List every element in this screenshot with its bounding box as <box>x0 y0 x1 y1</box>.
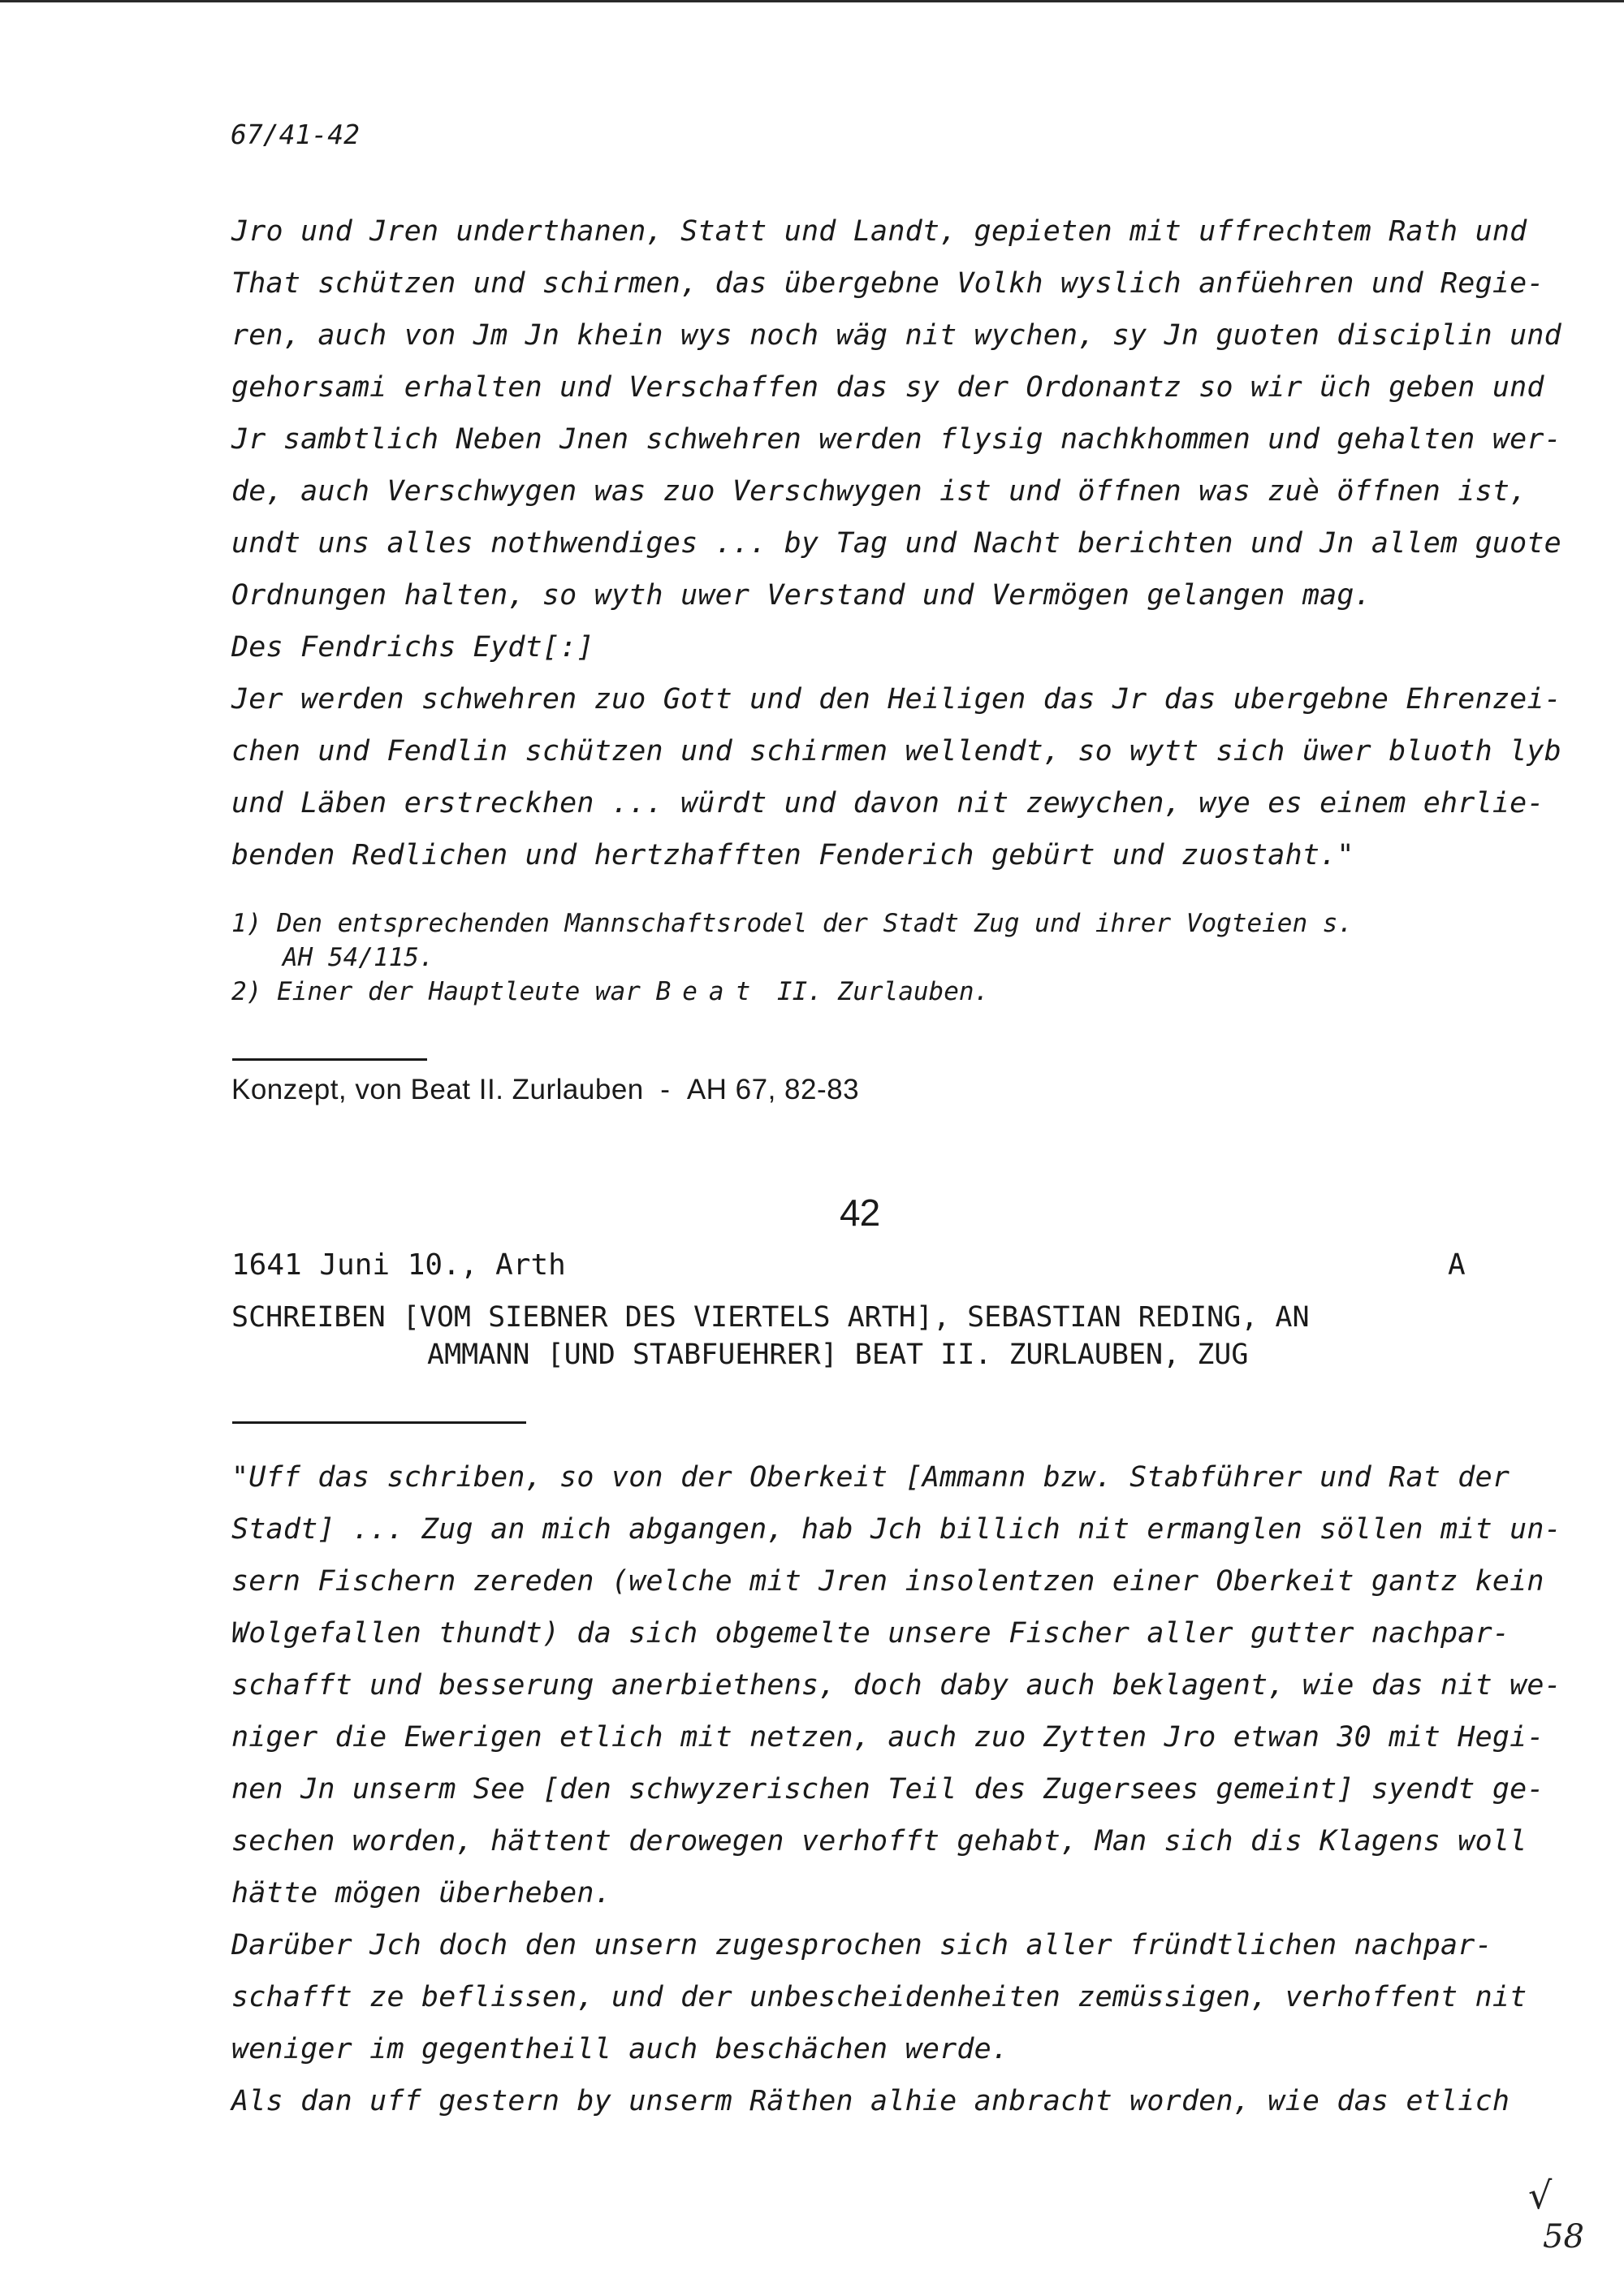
text-line: niger die Ewerigen etlich mit netzen, auch zuo Zytten Jro etwan 30 mit Hegi- <box>231 1721 1544 1754</box>
text-line: Darüber Jch doch den unsern zugesprochen sich aller fründtlichen nachpar- <box>231 1929 1492 1961</box>
document-type-marker: A <box>1448 1248 1466 1282</box>
text-line: benden Redlichen und hertzhafften Fenderich gebürt und zuostaht." <box>231 839 1354 872</box>
title-divider <box>232 1421 526 1424</box>
document-title-line-1: SCHREIBEN [VOM SIEBNER DES VIERTELS ARTH], SEBASTIAN REDING, AN <box>231 1301 1310 1334</box>
text-line: Jer werden schwehren zuo Gott und den Heiligen das Jr das ubergebne Ehrenzei- <box>231 683 1561 716</box>
text-line: ren, auch von Jm Jn khein wys noch wäg nit wychen, sy Jn guoten disciplin und <box>231 319 1561 352</box>
text-line: schafft ze beflissen, und der unbescheidenheiten zemüssigen, verhoffent nit <box>231 1981 1527 2013</box>
text-line: gehorsami erhalten und Verschaffen das sy der Ordonantz so wir üch geben und <box>231 371 1544 404</box>
handwritten-page-number: 58 <box>1543 2218 1584 2256</box>
text-line: und Läben erstreckhen ... würdt und davon nit zewychen, wye es einem ehrlie- <box>231 787 1544 820</box>
text-line: Jr sambtlich Neben Jnen schwehren werden flysig nachkhommen und gehalten wer- <box>231 423 1561 456</box>
handwritten-check-mark: √ <box>1528 2173 1553 2217</box>
text-line: hätte mögen überheben. <box>231 1877 611 1910</box>
footnotes <box>231 906 1353 1009</box>
source-dash: - <box>660 1074 671 1105</box>
text-line: de, auch Verschwygen was zuo Verschwygen ist und öffnen was zuè öffnen ist, <box>231 475 1527 508</box>
footnote-1-continuation: AH 54/115. <box>283 943 434 972</box>
source-note <box>231 1074 859 1106</box>
section-divider <box>232 1058 427 1061</box>
archive-reference: 67/41-42 <box>231 119 360 150</box>
text-line: sechen worden, hättent derowegen verhofft gehabt, Man sich dis Klagens woll <box>231 1825 1527 1858</box>
text-line: schafft und besserung anerbiethens, doch daby auch beklagent, wie das nit we- <box>231 1669 1561 1702</box>
document-date-place: 1641 Juni 10., Arth <box>231 1248 566 1282</box>
document-number: 42 <box>840 1192 880 1234</box>
text-line: Als dan uff gestern by unserm Räthen alhie anbracht worden, wie das etlich <box>231 2085 1510 2117</box>
footnote-2-prefix: 2) Einer der Hauptleute war <box>231 977 656 1006</box>
footnote-2-suffix: II. Zurlauben. <box>762 977 990 1006</box>
text-line: "Uff das schriben, so von der Oberkeit [Ammann bzw. Stabführer und Rat der <box>231 1461 1510 1494</box>
source-text: Konzept, von Beat II. Zurlauben <box>231 1074 644 1105</box>
footnote-2-name: Beat <box>655 977 762 1006</box>
text-line: sern Fischern zereden (welche mit Jren insolentzen einer Oberkeit gantz kein <box>231 1565 1544 1598</box>
text-line: undt uns alles nothwendiges ... by Tag und Nacht berichten und Jn allem guote <box>231 527 1561 560</box>
text-line: chen und Fendlin schützen und schirmen wellendt, so wytt sich üwer bluoth lyb <box>231 735 1561 768</box>
section-heading-fendrich-oath: Des Fendrichs Eydt[:] <box>231 631 594 664</box>
document-41-text <box>231 205 1561 881</box>
text-line: Ordnungen halten, so wyth uwer Verstand und Vermögen gelangen mag. <box>231 579 1371 612</box>
text-line: nen Jn unserm See [den schwyzerischen Teil des Zugersees gemeint] syendt ge- <box>231 1773 1544 1806</box>
footnote-2 <box>231 975 1353 1009</box>
text-line: weniger im gegentheill auch beschächen werde. <box>231 2033 1009 2065</box>
source-archive: AH 67, 82-83 <box>686 1074 860 1105</box>
document-title-line-2: AMMANN [UND STABFUEHRER] BEAT II. ZURLAUBEN, ZUG <box>427 1339 1249 1371</box>
text-line: Jro und Jren underthanen, Statt und Landt, gepieten mit uffrechtem Rath und <box>231 215 1527 248</box>
text-line: Stadt] ... Zug an mich abgangen, hab Jch billich nit ermanglen söllen mit un- <box>231 1513 1561 1546</box>
scan-top-border <box>0 0 1624 2</box>
text-line: That schützen und schirmen, das übergebne Volkh wyslich anfüehren und Regie- <box>231 267 1544 300</box>
footnote-1: 1) Den entsprechenden Mannschaftsrodel der Stadt Zug und ihrer Vogteien s. <box>231 909 1354 938</box>
text-line: Wolgefallen thundt) da sich obgemelte unsere Fischer aller gutter nachpar- <box>231 1617 1510 1650</box>
document-42-text <box>231 1451 1561 2127</box>
